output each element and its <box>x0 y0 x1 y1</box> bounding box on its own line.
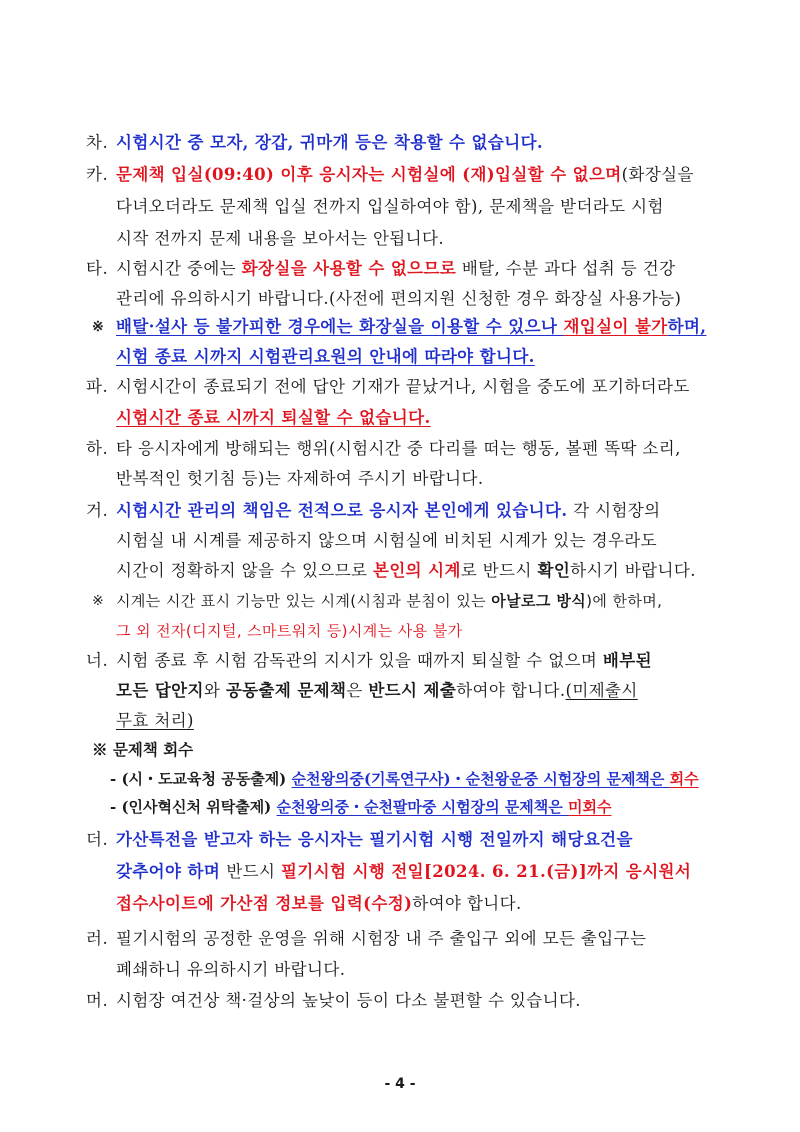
text-span: 본인의 시계 <box>372 561 461 580</box>
text-span: 갖추어야 하며 <box>116 862 227 881</box>
text-span: 하여야 합니다. <box>456 681 566 700</box>
text-span: (화장실을 <box>621 165 694 184</box>
item-line <box>116 676 638 706</box>
item-label: 파. <box>86 377 109 396</box>
text-span: 아날로그 방식 <box>491 592 587 610</box>
page-number: - 4 - <box>384 1076 416 1092</box>
item-line <box>116 889 522 919</box>
collection-row-2 <box>110 794 611 820</box>
text-span: 가산특전을 받고자 하는 응시자는 필기시험 시행 전일까지 해당요건을 <box>116 830 633 849</box>
text-span: 그 외 전자(디지털, 스마트워치 등)시계는 사용 불가 <box>116 622 463 640</box>
text-span: 회수 <box>669 770 699 788</box>
text-span: 배탈, 수분 과다 섭취 등 건강 <box>456 259 676 278</box>
item-line: 다녀오더라도 문제책 입실 전까지 입실하여야 함), 문제책을 받더라도 시험 <box>116 197 664 216</box>
note-mark: ※ <box>92 593 104 609</box>
item-line: 시작 전까지 문제 내용을 보아서는 안됩니다. <box>116 229 444 248</box>
text-span: 재입실이 불가 <box>563 317 668 336</box>
text-span: 배탈·설사 등 불가피한 경우에는 화장실을 이용할 수 있으나 <box>116 317 564 336</box>
collection-row-1 <box>110 766 699 792</box>
text-span: 시험시간 중 모자, 장갑, 귀마개 등은 착용할 수 없습니다. <box>116 133 544 152</box>
item-line <box>116 312 706 342</box>
text-span: 반드시 제출 <box>368 681 457 700</box>
text-span: 은 <box>346 681 369 700</box>
text-span: 접수사이트에 가산점 정보를 입력(수정) <box>116 894 413 913</box>
item-line <box>116 403 431 433</box>
item-label: 더. <box>86 830 109 849</box>
item-line <box>116 706 194 736</box>
item-label: 타. <box>86 259 109 278</box>
item-line <box>116 586 662 616</box>
text-span: (미제출시 <box>565 681 638 700</box>
item-line <box>116 825 633 855</box>
item-line <box>116 342 535 372</box>
item-label: 러. <box>86 929 109 948</box>
text-span: 공동출제 문제책 <box>225 681 347 700</box>
text-span: 하시기 바랍니다. <box>570 561 696 580</box>
text-span: - (인사혁신처 위탁출제) <box>110 798 277 816</box>
text-span: - (시・도교육청 공동출제) <box>110 770 292 788</box>
text-span: 반드시 <box>226 862 281 881</box>
item-line <box>116 160 694 190</box>
collection-title: ※ 문제책 회수 <box>92 740 194 759</box>
text-span: )에 한하며, <box>586 592 663 610</box>
item-line: 시험실 내 시계를 제공하지 않으며 시험실에 비치된 시계가 있는 경우라도 <box>116 531 657 550</box>
text-span: 시험시간 종료 시까지 퇴실할 수 없습니다. <box>116 408 431 427</box>
text-span: 무효 처리) <box>116 711 194 730</box>
item-label: 거. <box>86 501 109 520</box>
item-line <box>116 616 462 646</box>
item-line <box>116 556 696 586</box>
item-line: 시험장 여건상 책·걸상의 높낮이 등이 다소 불편할 수 있습니다. <box>116 991 581 1010</box>
text-span: 시험시간 중에는 <box>116 259 242 278</box>
text-span: 시간이 정확하지 않을 수 있으므로 <box>116 561 373 580</box>
item-label: 머. <box>86 991 109 1010</box>
text-span: 미회수 <box>568 798 612 816</box>
text-span: 시험시간 관리의 책임은 전적으로 응시자 본인에게 있습니다. <box>116 501 568 520</box>
text-span: 배부된 <box>602 651 652 670</box>
item-line <box>116 646 652 676</box>
item-label: 카. <box>86 165 109 184</box>
item-line: 시험시간이 종료되기 전에 답안 기재가 끝났거나, 시험을 중도에 포기하더라도 <box>116 377 690 396</box>
text-span: 필기시험 시행 전일[2024. 6. 21.(금)]까지 응시원서 <box>281 862 692 881</box>
text-span: 시계는 시간 표시 기능만 있는 시계(시침과 분침이 있는 <box>116 592 492 610</box>
text-span: 시험 종료 후 시험 감독관의 지시가 있을 때까지 퇴실할 수 없으며 <box>116 651 603 670</box>
item-line: 폐쇄하니 유의하시기 바랍니다. <box>116 960 346 979</box>
item-line: 필기시험의 공정한 운영을 위해 시험장 내 주 출입구 외에 모든 출입구는 <box>116 929 647 948</box>
item-line <box>116 254 675 284</box>
text-span: 하여야 합니다. <box>412 894 522 913</box>
item-line <box>116 496 661 526</box>
item-line <box>116 128 543 158</box>
text-span: 확인 <box>537 561 571 580</box>
item-line: 관리에 유의하시기 바랍니다.(사전에 편의지원 신청한 경우 화장실 사용가능) <box>116 289 682 308</box>
text-span: 순천왕의중(기록연구사)・순천왕운중 시험장의 문제책은 <box>291 770 670 788</box>
item-label: 차. <box>86 133 109 152</box>
text-span: 화장실을 사용할 수 없으므로 <box>241 259 457 278</box>
text-span: 각 시험장의 <box>567 501 661 520</box>
item-line <box>116 857 691 887</box>
text-span: 순천왕의중・순천팔마중 시험장의 문제책은 <box>276 798 568 816</box>
text-span: 로 반드시 <box>460 561 538 580</box>
item-line: 타 응시자에게 방해되는 행위(시험시간 중 다리를 떠는 행동, 볼펜 똑딱 소리, <box>116 439 681 458</box>
note-mark: ※ <box>92 319 104 335</box>
text-span: 시험 종료 시까지 시험관리요원의 안내에 따라야 합니다. <box>116 347 535 366</box>
item-line: 반복적인 헛기침 등)는 자제하여 주시기 바랍니다. <box>116 469 484 488</box>
text-span: 하며, <box>667 317 707 336</box>
item-label: 하. <box>86 439 109 458</box>
text-span: 모든 답안지 <box>116 681 204 700</box>
text-span: 문제책 입실(09:40) 이후 응시자는 시험실에 (재)입실할 수 없으며 <box>116 165 622 184</box>
text-span: 와 <box>203 681 226 700</box>
item-label: 너. <box>86 651 109 670</box>
